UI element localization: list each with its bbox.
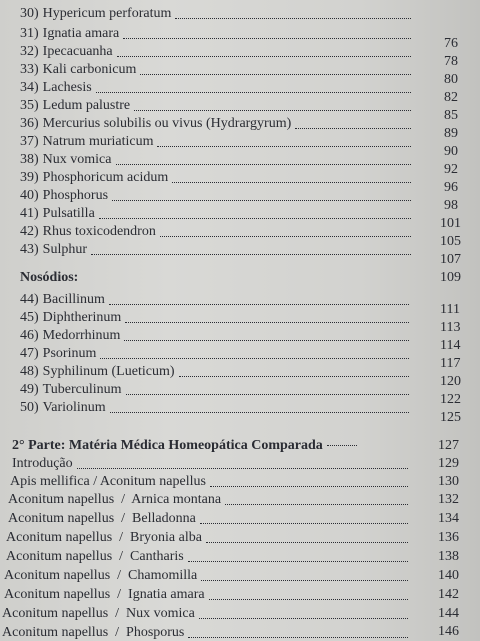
entry-number: 33): [20, 62, 39, 77]
toc-entry: [10, 474, 412, 490]
dot-leader: [160, 235, 411, 237]
page-number: 82: [444, 90, 458, 105]
entry-title: Nux vomica: [42, 152, 112, 167]
entry-title: Aconitum napellus / Nux vomica: [2, 606, 195, 621]
page-number: 92: [444, 162, 458, 177]
entry-title: Psorinum: [42, 346, 97, 361]
entry-number: 44): [20, 292, 39, 307]
page-number: 127: [438, 438, 459, 453]
toc-entry: [4, 568, 412, 584]
entry-title: Kali carbonicum: [42, 62, 137, 77]
page-number: 107: [440, 252, 461, 267]
page-number: 120: [440, 374, 461, 389]
page-number: 85: [444, 108, 458, 123]
entry-title: Pulsatilla: [42, 206, 95, 221]
entry-title: Aconitum napellus / Bryonia alba: [6, 530, 202, 545]
page-number: 142: [438, 587, 459, 602]
page-number: 109: [440, 270, 461, 285]
toc-entry: [20, 44, 415, 60]
toc-entry: [20, 26, 415, 42]
toc-entry: [20, 382, 413, 398]
page-number: 132: [438, 492, 459, 507]
dot-leader: [100, 357, 409, 359]
entry-title: Variolinum: [42, 400, 106, 415]
entry-number: 45): [20, 310, 39, 325]
entry-number: 48): [20, 364, 39, 379]
toc-entry: [6, 530, 412, 546]
toc-entry: [20, 116, 415, 132]
dot-leader: [172, 181, 411, 183]
toc-entry: [20, 242, 415, 258]
entry-title: Bacillinum: [42, 292, 105, 307]
dot-leader: [206, 541, 408, 543]
entry-title: Aconitum napellus / Belladonna: [8, 511, 196, 526]
dot-leader: [117, 55, 411, 57]
toc-entry: [20, 206, 415, 222]
entry-title: Aconitum napellus / Phosporus: [2, 625, 185, 640]
page-number: 96: [444, 180, 458, 195]
entry-number: 32): [20, 44, 39, 59]
toc-entry: [20, 224, 415, 240]
page-number: 90: [444, 144, 458, 159]
dot-leader: [112, 199, 411, 201]
dot-leader: [134, 109, 411, 111]
page-number: 78: [444, 54, 458, 69]
toc-entry: [2, 606, 412, 622]
dot-leader: [96, 91, 411, 93]
entry-title: Introdução: [12, 456, 73, 471]
entry-title: Ipecacuanha: [42, 44, 113, 59]
entry-number: 38): [20, 152, 39, 167]
part-heading: [12, 438, 357, 454]
page-number: 76: [444, 36, 458, 51]
entry-number: 36): [20, 116, 39, 131]
dot-leader: [179, 375, 410, 377]
page-number: 111: [440, 302, 460, 317]
toc-entry: [8, 511, 412, 527]
toc-entry: [8, 492, 412, 508]
entry-title: Aconitum napellus / Arnica montana: [8, 492, 222, 507]
toc-entry: [20, 346, 413, 362]
entry-number: 42): [20, 224, 39, 239]
dot-leader: [209, 598, 408, 600]
dot-leader: [99, 217, 411, 219]
toc-entry: [20, 364, 413, 380]
entry-title: Rhus toxicodendron: [42, 224, 156, 239]
dot-leader: [140, 73, 411, 75]
dot-leader: [110, 411, 409, 413]
page-number: 144: [438, 606, 459, 621]
dot-leader: [175, 17, 411, 19]
entry-number: 35): [20, 98, 39, 113]
dot-leader: [188, 636, 408, 638]
toc-entry: [20, 328, 413, 344]
entry-title: Apis mellifica / Aconitum napellus: [10, 474, 206, 489]
dot-leader: [91, 253, 411, 255]
toc-entry: [20, 134, 415, 150]
entry-title: Ignatia amara: [42, 26, 120, 41]
toc-entry: [20, 152, 415, 168]
dot-leader: [200, 522, 408, 524]
entry-title: Mercurius solubilis ou vivus (Hydrargyrum): [42, 116, 292, 131]
dot-leader: [295, 127, 411, 129]
toc-entry: [12, 456, 412, 472]
page-number: 125: [440, 410, 461, 425]
dot-leader: [125, 321, 409, 323]
page-number: 101: [440, 216, 461, 231]
toc-entry: [2, 625, 412, 641]
page-number: 105: [440, 234, 461, 249]
entry-number: 34): [20, 80, 39, 95]
entry-title: Tuberculinum: [42, 382, 122, 397]
entry-title: Aconitum napellus / Chamomilla: [4, 568, 198, 583]
entry-title: Syphilinum (Lueticum): [42, 364, 175, 379]
entry-title: Diphtherinum: [42, 310, 122, 325]
dot-leader: [225, 503, 408, 505]
page-number: 138: [438, 549, 459, 564]
dot-leader: [201, 579, 408, 581]
page-number: 130: [438, 474, 459, 489]
toc-entry: [20, 188, 415, 204]
entry-number: 46): [20, 328, 39, 343]
entry-number: 40): [20, 188, 39, 203]
part-title: 2° Parte: Matéria Médica Homeopática Comparada: [12, 438, 323, 453]
dot-leader: [109, 303, 409, 305]
toc-entry: [20, 400, 413, 416]
toc-entry: [6, 549, 412, 565]
page-number: 146: [438, 624, 459, 639]
entry-number: 31): [20, 26, 39, 41]
page-number: 113: [440, 320, 461, 335]
page-number: 136: [438, 530, 459, 545]
page-number: 122: [440, 392, 461, 407]
page-number: 129: [438, 456, 459, 471]
dot-leader: [210, 485, 408, 487]
entry-title: Lachesis: [42, 80, 92, 95]
entry-number: 30): [20, 6, 39, 21]
toc-entry: [20, 310, 413, 326]
entry-number: 41): [20, 206, 39, 221]
entry-number: 37): [20, 134, 39, 149]
page-number: 140: [438, 568, 459, 583]
dot-leader: [157, 145, 411, 147]
entry-title: Phosphoricum acidum: [42, 170, 169, 185]
entry-title: Hypericum perforatum: [42, 6, 172, 21]
entry-number: 43): [20, 242, 39, 257]
entry-title: Medorrhinum: [42, 328, 121, 343]
entry-title: Sulphur: [42, 242, 88, 257]
entry-title: Natrum muriaticum: [42, 134, 154, 149]
toc-entry: [20, 292, 413, 308]
toc-entry: [20, 170, 415, 186]
dot-leader: [124, 339, 409, 341]
dot-leader: [199, 617, 408, 619]
toc-entry: [20, 80, 415, 96]
dot-leader: [123, 37, 411, 39]
page-number: 117: [440, 356, 461, 371]
entry-number: 47): [20, 346, 39, 361]
entry-title: Aconitum napellus / Ignatia amara: [4, 587, 205, 602]
toc-entry: [4, 587, 412, 603]
page-number: 134: [438, 511, 459, 526]
page-number: 114: [440, 338, 461, 353]
entry-number: 49): [20, 382, 39, 397]
dot-leader: [116, 163, 412, 165]
dot-leader: [327, 445, 357, 446]
entry-number: 39): [20, 170, 39, 185]
page-number: 89: [444, 126, 458, 141]
toc-entry: [20, 62, 415, 78]
entry-number: 50): [20, 400, 39, 415]
dot-leader: [77, 467, 408, 469]
section-heading-nosodes: Nosódios:: [20, 270, 79, 285]
toc-entry: [20, 98, 415, 114]
dot-leader: [126, 393, 410, 395]
page-number: 98: [444, 198, 458, 213]
page-number: 80: [444, 72, 458, 87]
toc-entry: [20, 6, 415, 22]
dot-leader: [188, 560, 408, 562]
entry-title: Phosphorus: [42, 188, 109, 203]
entry-title: Aconitum napellus / Cantharis: [6, 549, 184, 564]
entry-title: Ledum palustre: [42, 98, 131, 113]
